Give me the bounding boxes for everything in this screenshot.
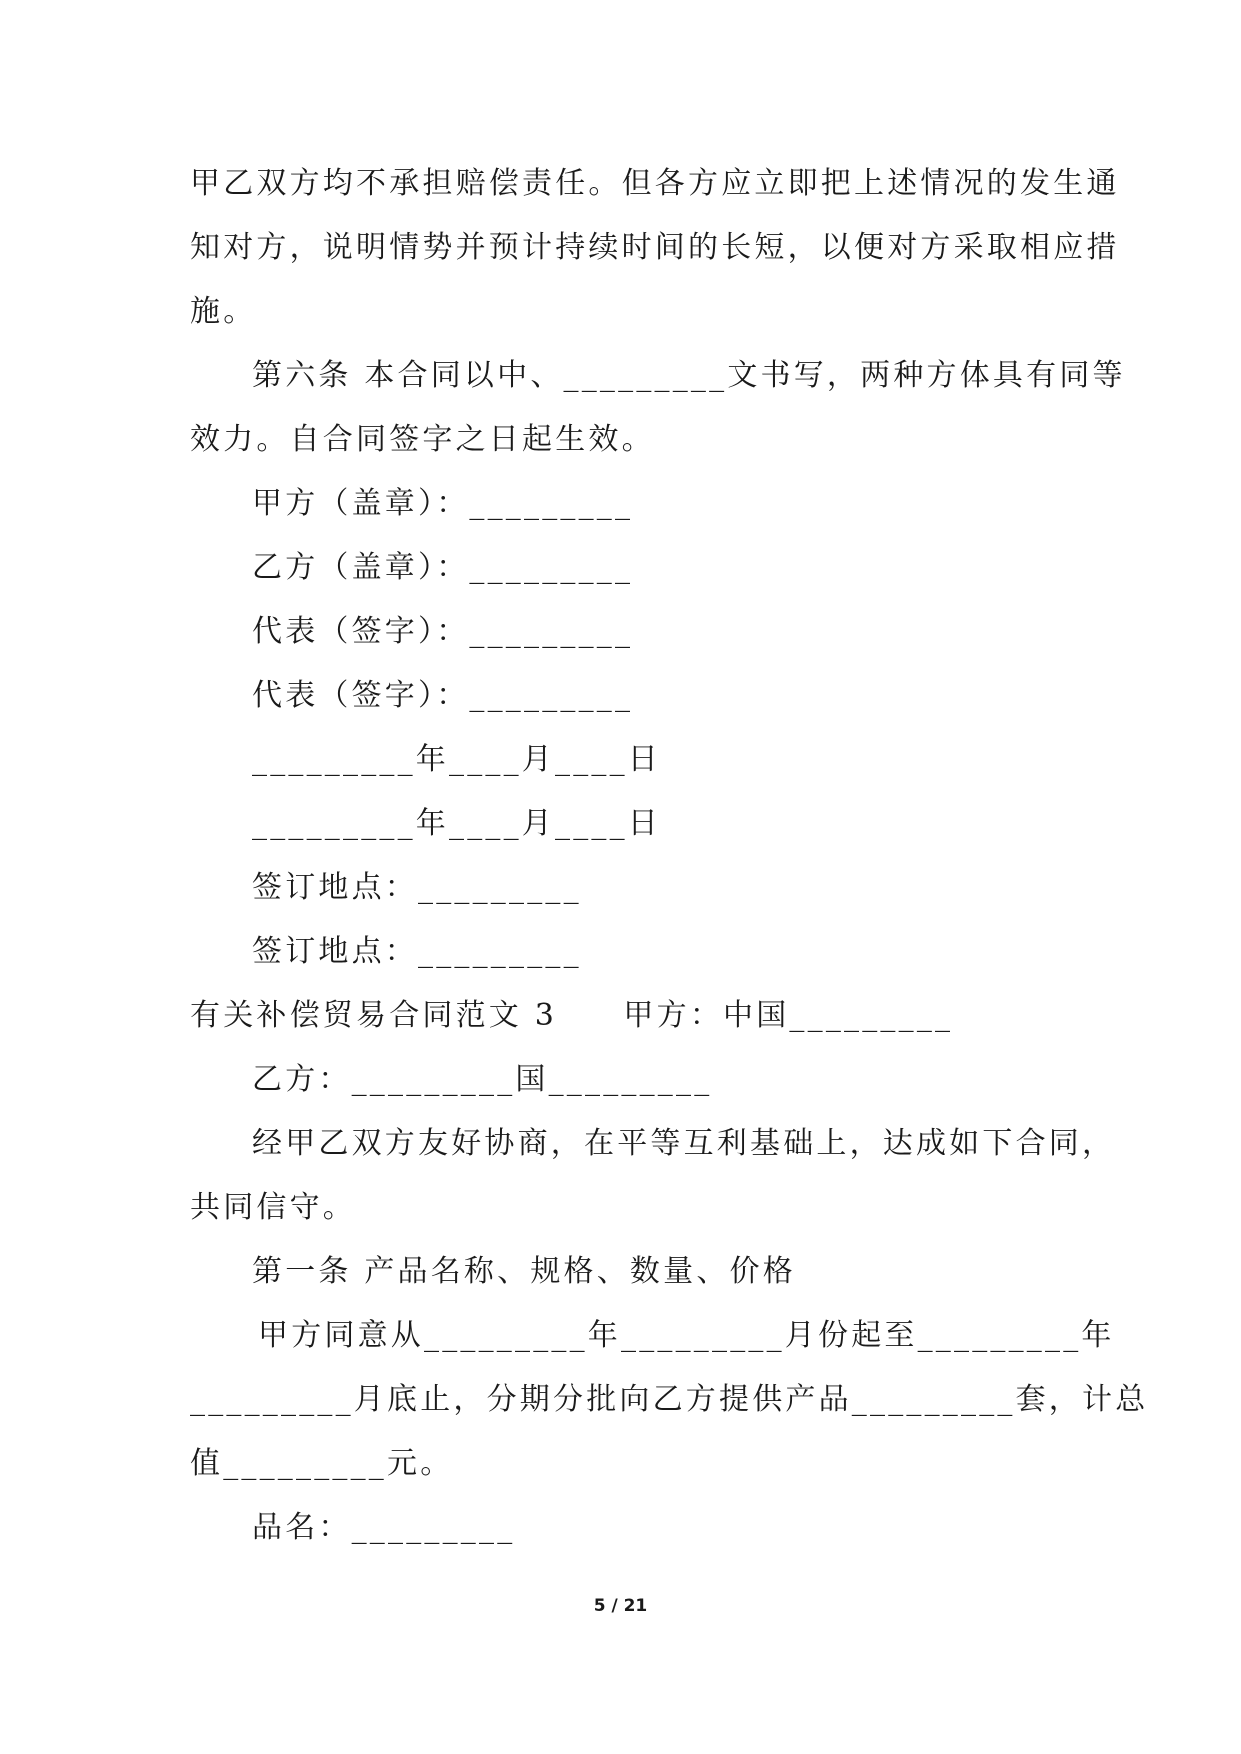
text-line: 共同信守。: [190, 1190, 356, 1225]
text-line: 值_________元。: [190, 1446, 454, 1481]
party-a-seal-line: 甲方（盖章）：_________: [252, 486, 634, 521]
article-one-heading: 第一条 产品名称、规格、数量、价格: [252, 1254, 796, 1289]
text-line: 甲方同意从_________年_________月份起至_________年: [258, 1318, 1115, 1353]
text-line: 知对方，说明情势并预计持续时间的长短，以便对方采取相应措: [190, 230, 1120, 265]
date-line: _________年____月____日: [252, 742, 661, 777]
text-line: 效力。自合同签字之日起生效。: [190, 422, 655, 457]
signing-place-line: 签订地点：_________: [252, 870, 582, 905]
party-b-seal-line: 乙方（盖章）：_________: [252, 550, 634, 585]
article-six-line: 第六条 本合同以中、_________文书写，两种方体具有同等: [252, 358, 1126, 393]
date-line: _________年____月____日: [252, 806, 661, 841]
signing-place-line: 签订地点：_________: [252, 934, 582, 969]
representative-signature-line: 代表（签字）：_________: [252, 678, 634, 713]
text-line: _________月底止，分期分批向乙方提供产品_________套，计总: [190, 1382, 1149, 1417]
contract-title-line: 有关补偿贸易合同范文 3 甲方：中国_________: [190, 998, 954, 1033]
text-line: 施。: [190, 294, 257, 329]
page-number: 5 / 21: [593, 1596, 648, 1616]
text-line: 甲乙双方均不承担赔偿责任。但各方应立即把上述情况的发生通: [190, 166, 1120, 201]
text-line: 经甲乙双方友好协商，在平等互利基础上，达成如下合同，: [252, 1126, 1116, 1161]
party-b-line: 乙方：_________国_________: [252, 1062, 713, 1097]
product-name-line: 品名：_________: [252, 1510, 516, 1545]
representative-signature-line: 代表（签字）：_________: [252, 614, 634, 649]
